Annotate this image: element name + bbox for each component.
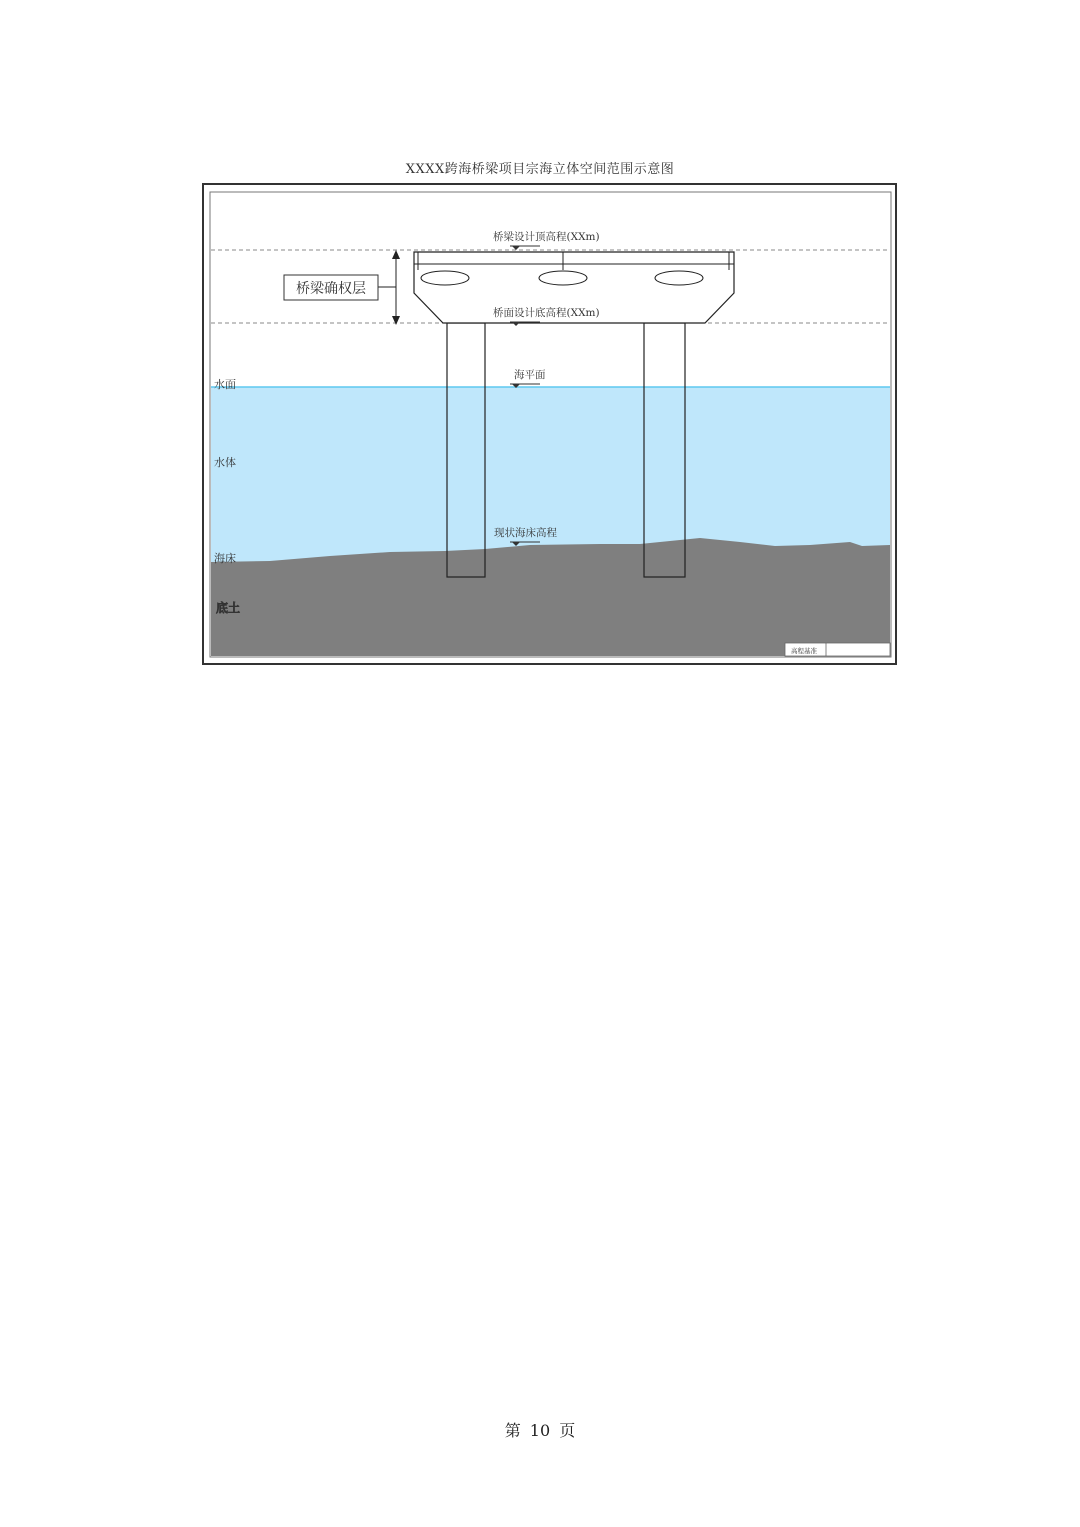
layer-label: 桥梁确权层: [296, 281, 366, 297]
datum-label: 高程基准: [791, 647, 817, 655]
elevation-marker-icon: [512, 322, 520, 326]
subsoil-label: 底土: [216, 601, 241, 615]
page-number: 第 10 页: [504, 1421, 576, 1440]
bridge-top-label: 桥梁设计顶高程(XXm): [493, 231, 600, 243]
box-cell-1: [421, 271, 469, 285]
elevation-marker-icon: [512, 246, 520, 250]
bridge-bottom-label: 桥面设计底高程(XXm): [493, 307, 600, 319]
water-surface-label: 水面: [214, 378, 236, 391]
water-body-label: 水体: [214, 456, 236, 469]
arrow-down-icon: [392, 316, 400, 325]
sea-level-label: 海平面: [514, 369, 546, 381]
seabed-level-label: 现状海床高程: [494, 527, 557, 539]
box-cell-2: [539, 271, 587, 285]
water-body: [211, 387, 890, 567]
seabed-label: 海床: [214, 552, 236, 565]
box-cell-3: [655, 271, 703, 285]
arrow-up-icon: [392, 250, 400, 259]
sea-area-diagram: [0, 0, 1080, 700]
figure-title: XXXX跨海桥梁项目宗海立体空间范围示意图: [405, 162, 675, 177]
